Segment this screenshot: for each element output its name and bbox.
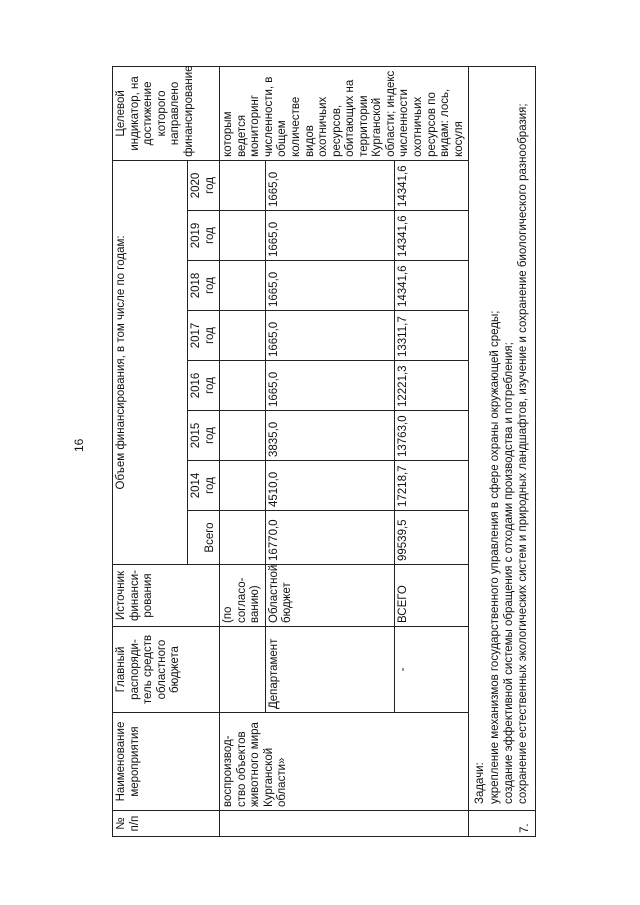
header-total: Всего: [188, 511, 220, 565]
financing-table: [112, 66, 536, 837]
header-year-2018: 2018 год: [188, 261, 220, 311]
header-indicator: Целевой индикатор, на достижение которого направлено финансирование: [113, 66, 220, 160]
cell-empty: [220, 211, 266, 261]
header-year-2017: 2017 год: [188, 311, 220, 361]
row-number: [220, 811, 469, 837]
task-item: укрепление механизмов государственного управления в сфере охраны окружающей среды;: [488, 310, 501, 804]
rotated-table-page: [112, 67, 612, 837]
budget-2015: 3835,0: [265, 411, 394, 461]
row-manager: Департамент: [265, 627, 394, 713]
row-manager-empty: [220, 627, 266, 713]
header-row: [113, 66, 188, 836]
header-manager: Главный распоряди-тель средств областного бюджета: [113, 627, 220, 713]
cell-empty: [220, 461, 266, 511]
cell-empty: [220, 311, 266, 361]
total-2017: 13311,7: [394, 311, 469, 361]
budget-2018: 1665,0: [265, 261, 394, 311]
header-year-2020: 2020 год: [188, 160, 220, 210]
budget-2020: 1665,0: [265, 160, 394, 210]
row-source-budget: Областной бюджет: [265, 565, 394, 627]
header-volume: Объем финансирования, в том числе по годам:: [113, 160, 188, 564]
total-2015: 13763,0: [394, 411, 469, 461]
header-no: № п/п: [113, 811, 220, 837]
section-7-number: 7.: [469, 811, 536, 837]
budget-total: 16770,0: [265, 511, 394, 565]
row-indicator: которым ведется мониторинг численности, в общем количестве видов охотничьих ресурсов, обитающих на территории Курганской области; индекс численности охотничьих ресурсов по видам: лось, косуля: [220, 66, 469, 160]
total-2020: 14341,6: [394, 160, 469, 210]
row-manager-dash: -: [394, 627, 469, 713]
header-source: Источник финанси-рования: [113, 565, 220, 627]
row-name: воспроизвод-ство объектов животного мира Курганской области»: [220, 713, 469, 811]
section-7-row: [469, 66, 536, 836]
header-year-2015: 2015 год: [188, 411, 220, 461]
total-total: 99539,5: [394, 511, 469, 565]
section-7-tasks: [469, 66, 536, 810]
header-year-2016: 2016 год: [188, 361, 220, 411]
task-item: создание эффективной системы обращения с отходами производства и потребления;: [503, 342, 515, 804]
cell-empty: [220, 361, 266, 411]
total-2016: 12221,3: [394, 361, 469, 411]
cell-empty: [220, 511, 266, 565]
total-2014: 17218,7: [394, 461, 469, 511]
header-name: Наименование мероприятия: [113, 713, 220, 811]
cell-empty: [220, 261, 266, 311]
budget-2016: 1665,0: [265, 361, 394, 411]
header-year-2019: 2019 год: [188, 211, 220, 261]
task-item: сохранение естественных экологических систем и природных ландшафтов, изучение и сохранение биологического разнообразия;: [517, 103, 530, 804]
page-number: 16: [72, 438, 86, 452]
budget-2017: 1665,0: [265, 311, 394, 361]
row-source-total: ВСЕГО: [394, 565, 469, 627]
cell-empty: [220, 160, 266, 210]
header-year-2014: 2014 год: [188, 461, 220, 511]
cell-empty: [220, 411, 266, 461]
total-2019: 14341,6: [394, 211, 469, 261]
table-row: [220, 66, 266, 836]
total-2018: 14341,6: [394, 261, 469, 311]
row-source-note: (по согласо-ванию): [220, 565, 266, 627]
budget-2014: 4510,0: [265, 461, 394, 511]
budget-2019: 1665,0: [265, 211, 394, 261]
section-7-title: Задачи:: [474, 762, 487, 804]
